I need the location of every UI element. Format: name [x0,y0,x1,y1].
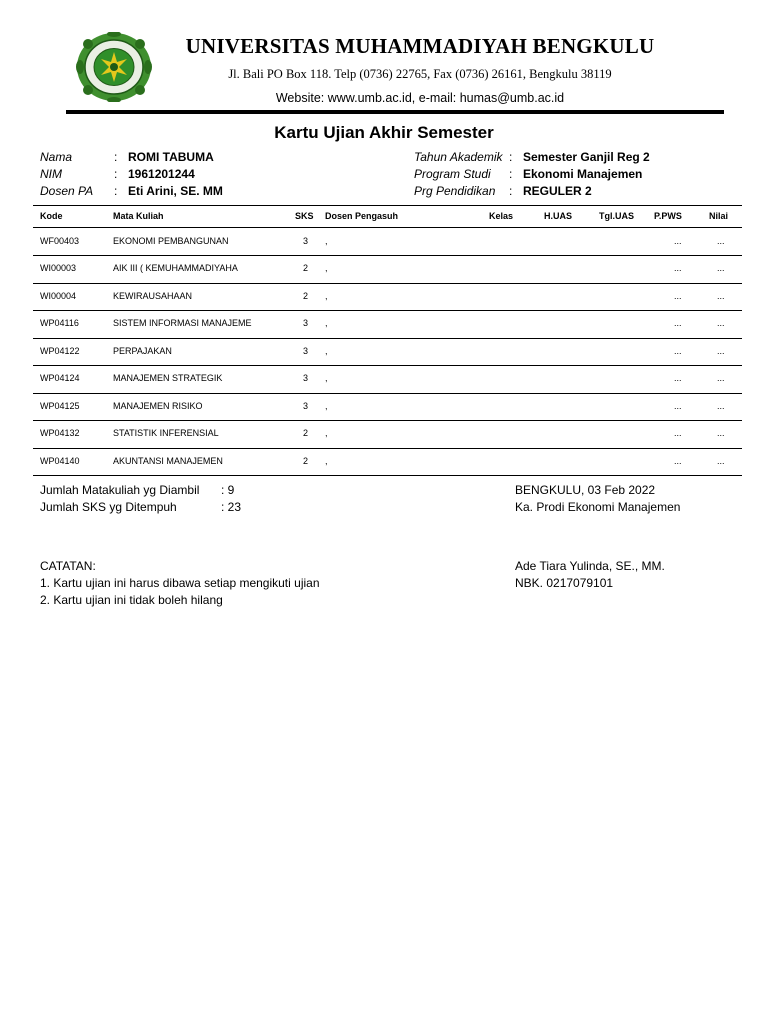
row-nilai: ... [717,401,725,411]
row-nilai: ... [717,373,725,383]
nim-label: NIM [40,167,62,181]
year-separator: : [509,150,513,164]
advisor-separator: : [114,184,118,198]
student-nim: 1961201244 [128,167,195,181]
university-address: Jl. Bali PO Box 118. Telp (0736) 22765, Fax (0736) 26161, Bengkulu 38119 [228,67,612,81]
row-ppws: ... [674,318,682,328]
education-separator: : [509,184,513,198]
nim-separator: : [114,167,118,181]
row-ppws: ... [674,263,682,273]
university-logo [76,32,152,102]
row-kode: WP04125 [40,401,80,411]
row-sks: 2 [303,291,309,301]
university-name: UNIVERSITAS MUHAMMADIYAH BENGKULU [185,34,655,58]
row-nilai: ... [717,263,725,273]
row-divider [33,448,742,449]
year-label: Tahun Akademik [414,150,503,164]
courses-count-value: : 9 [221,483,235,497]
row-divider [33,420,742,421]
row-sks: 2 [303,263,309,273]
row-ppws: ... [674,346,682,356]
row-dosen: , [325,263,328,273]
row-sks: 2 [303,456,309,466]
education-label: Prg Pendidikan [414,184,496,198]
row-ppws: ... [674,428,682,438]
seal-icon [76,32,152,102]
row-sks: 3 [303,346,309,356]
row-mata-kuliah: KEWIRAUSAHAAN [113,291,193,301]
courses-count-label: Jumlah Matakuliah yg Diambil [40,483,200,497]
row-sks: 3 [303,236,309,246]
row-kode: WP04132 [40,428,80,438]
row-dosen: , [325,291,328,301]
student-name: ROMI TABUMA [128,150,214,164]
row-sks: 3 [303,318,309,328]
column-header-huas: H.UAS [544,211,573,221]
column-header-mata-kuliah: Mata Kuliah [113,211,164,221]
note-item: 1. Kartu ujian ini harus dibawa setiap mengikuti ujian [40,576,320,590]
row-kode: WP04122 [40,346,80,356]
university-website: Website: www.umb.ac.id, e-mail: humas@umb.ac.id [275,91,565,105]
column-header-nilai: Nilai [709,211,729,221]
row-nilai: ... [717,346,725,356]
row-kode: WF00403 [40,236,80,246]
program-label: Program Studi [414,167,491,181]
row-nilai: ... [717,318,725,328]
row-mata-kuliah: AKUNTANSI MANAJEMEN [113,456,223,466]
row-dosen: , [325,456,328,466]
credits-total-value: : 23 [221,500,242,514]
row-ppws: ... [674,236,682,246]
row-divider [33,338,742,339]
program-separator: : [509,167,513,181]
row-mata-kuliah: STATISTIK INFERENSIAL [113,428,219,438]
row-mata-kuliah: AIK III ( KEMUHAMMADIYAHA [113,263,238,273]
academic-year: Semester Ganjil Reg 2 [523,150,650,164]
table-bottom-rule [33,475,742,476]
column-header-tgluas: Tgl.UAS [599,211,634,221]
note-item: 2. Kartu ujian ini tidak boleh hilang [40,593,223,607]
row-ppws: ... [674,373,682,383]
row-dosen: , [325,346,328,356]
row-divider [33,255,742,256]
row-sks: 3 [303,373,309,383]
row-divider [33,310,742,311]
column-header-kelas: Kelas [489,211,514,221]
row-divider [33,365,742,366]
column-header-sks: SKS [295,211,314,221]
row-dosen: , [325,318,328,328]
name-label: Nama [40,150,73,164]
row-ppws: ... [674,401,682,411]
document-title: Kartu Ujian Akhir Semester [274,123,494,142]
notes-heading: CATATAN: [40,559,96,573]
row-mata-kuliah: MANAJEMEN RISIKO [113,401,203,411]
advisor-label: Dosen PA [40,184,94,198]
signature-place-date: BENGKULU, 03 Feb 2022 [515,483,656,497]
column-header-kode: Kode [40,211,63,221]
student-advisor: Eti Arini, SE. MM [128,184,223,198]
row-kode: WI00003 [40,263,77,273]
row-mata-kuliah: MANAJEMEN STRATEGIK [113,373,223,383]
table-header-rule [33,227,742,228]
row-dosen: , [325,401,328,411]
column-header-dosen: Dosen Pengasuh [325,211,399,221]
row-kode: WP04140 [40,456,80,466]
study-program: Ekonomi Manajemen [523,167,643,181]
row-divider [33,283,742,284]
education-program: REGULER 2 [523,184,592,198]
row-kode: WP04124 [40,373,80,383]
row-nilai: ... [717,428,725,438]
table-top-rule [33,205,742,206]
row-dosen: , [325,373,328,383]
row-nilai: ... [717,291,725,301]
row-divider [33,393,742,394]
row-kode: WP04116 [40,318,79,328]
signature-position: Ka. Prodi Ekonomi Manajemen [515,500,681,514]
row-kode: WI00004 [40,291,77,301]
name-separator: : [114,150,118,164]
row-ppws: ... [674,456,682,466]
row-ppws: ... [674,291,682,301]
row-dosen: , [325,236,328,246]
row-mata-kuliah: PERPAJAKAN [113,346,172,356]
signature-nbk: NBK. 0217079101 [515,576,614,590]
row-sks: 2 [303,428,309,438]
row-dosen: , [325,428,328,438]
column-header-ppws: P.PWS [654,211,682,221]
row-mata-kuliah: EKONOMI PEMBANGUNAN [113,236,229,246]
row-nilai: ... [717,456,725,466]
header-divider [66,110,724,114]
row-nilai: ... [717,236,725,246]
row-mata-kuliah: SISTEM INFORMASI MANAJEME [113,318,252,328]
credits-total-label: Jumlah SKS yg Ditempuh [40,500,177,514]
row-sks: 3 [303,401,309,411]
signature-name: Ade Tiara Yulinda, SE., MM. [515,559,665,573]
